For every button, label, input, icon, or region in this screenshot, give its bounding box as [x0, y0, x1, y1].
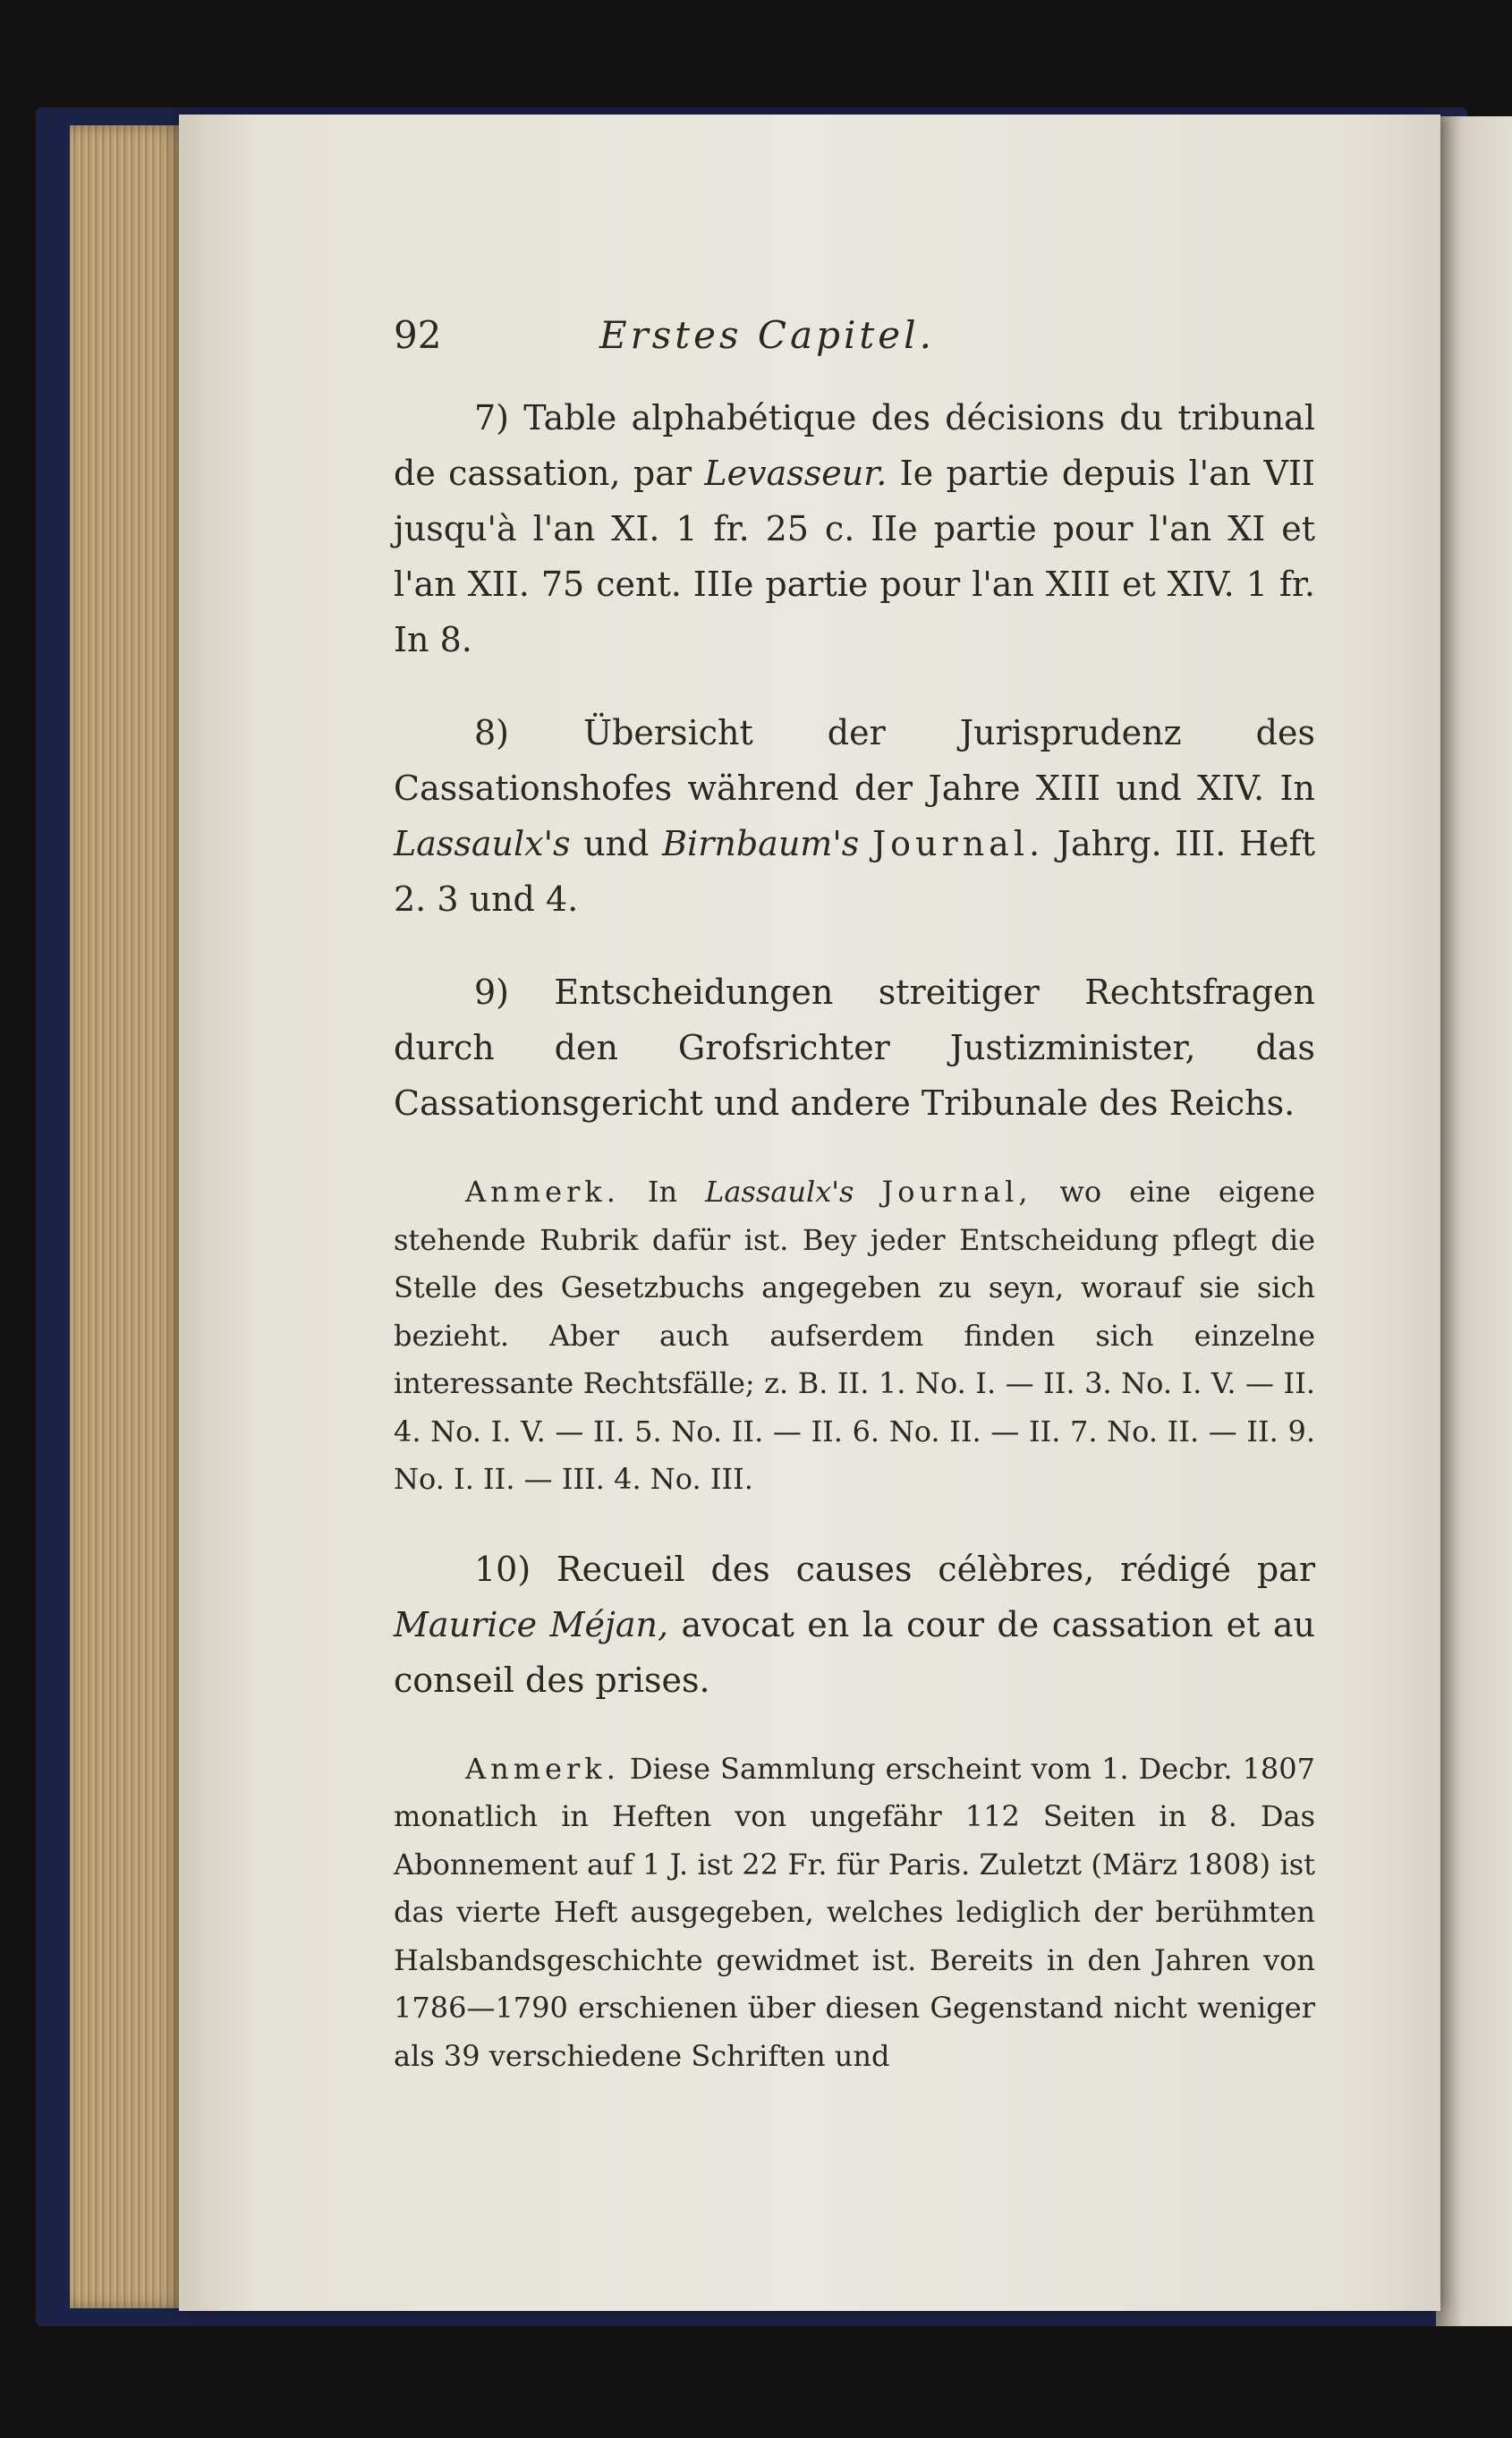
- page-number: 92: [394, 313, 442, 357]
- note-9-text: In: [619, 1175, 706, 1209]
- note-9-name: Lassaulx's: [705, 1175, 854, 1209]
- entry-10-text-2: avocat en la cour de cassation et au conseil des prises.: [394, 1604, 1315, 1700]
- page-edges: [70, 125, 191, 2308]
- entry-10-text: 10) Recueil des causes célèbres, rédigé par: [474, 1549, 1315, 1589]
- entry-9: 9) Entscheidungen streitiger Rechtsfragen durch den Grofsrichter Justizminister, das Cassationsgericht und andere Tribunale des Reichs.: [394, 973, 1315, 1123]
- note-9-journal: Journal,: [881, 1175, 1032, 1209]
- note-9: [394, 1168, 1315, 1504]
- note-9-label: Anmerk.: [465, 1175, 620, 1209]
- page-header: [394, 313, 1315, 367]
- running-head: Erstes Capitel.: [599, 313, 935, 357]
- entry-8-name-1: Lassaulx's: [394, 824, 571, 863]
- entry-7-text: 7) Table alphabétique des décisions du tribunal de cassation, par: [394, 398, 1315, 493]
- entry-8-journal: Journal.: [871, 824, 1045, 863]
- note-9-text-3: wo eine eigene stehende Rubrik dafür ist. Bey jeder Entscheidung pflegt die Stelle des Gesetzbuchs angegeben zu seyn, worauf sie sich bezieht. Aber auch aufserdem finden sich einzelne interessante Rechtsfälle; z. B. II. 1. No. I. — II. 3. No. I. V. — II. 4. No. I. V. — II. 5. No. II. — II. 6. No. II. — II. 7. No. II. — II. 9. No. I. II. — III. 4. No. III.: [394, 1175, 1316, 1496]
- entry-8-text-3: [859, 824, 872, 863]
- entry-8-text-4: Jahrg. III. Heft 2. 3 und 4.: [394, 824, 1315, 919]
- entry-10: [394, 1542, 1315, 1708]
- note-10-text: Diese Sammlung erscheint vom 1. Decbr. 1807 monatlich in Heften von ungefähr 112 Seiten in 8. Das Abonnement auf 1 J. ist 22 Fr. für Paris. Zuletzt (März 1808) ist das vierte Heft ausgegeben, welches lediglich der berühmten Halsbandsgeschichte gewidmet ist. Bereits in den Jahren von 1786—1790 erschienen über diesen Gegenstand nicht weniger als 39 verschiedene Schriften und: [394, 1751, 1315, 2073]
- note-10: [394, 1746, 1315, 2081]
- entry-7-text-2: Ie partie depuis l'an VII jusqu'à l'an XI. 1 fr. 25 c. IIe partie pour l'an XI et l'an XII. 75 cent. IIIe partie pour l'an XIII et XIV. 1 fr. In 8.: [394, 454, 1315, 659]
- note-10-label: Anmerk.: [465, 1751, 620, 1786]
- entry-8-text-2: und: [570, 824, 663, 863]
- entry-10-author: Maurice Méjan,: [394, 1604, 669, 1644]
- entry-7-author: Levasseur.: [704, 454, 888, 493]
- note-9-text-2: [854, 1175, 881, 1209]
- entry-7: [394, 390, 1315, 667]
- page-text: [394, 313, 1315, 2118]
- entry-8-name-2: Birnbaum's: [662, 824, 860, 863]
- entry-8: [394, 705, 1315, 927]
- entry-8-text: 8) Übersicht der Jurisprudenz des Cassationshofes während der Jahre XIII und XIV. In: [394, 713, 1315, 808]
- facing-page-edge: [1436, 116, 1512, 2326]
